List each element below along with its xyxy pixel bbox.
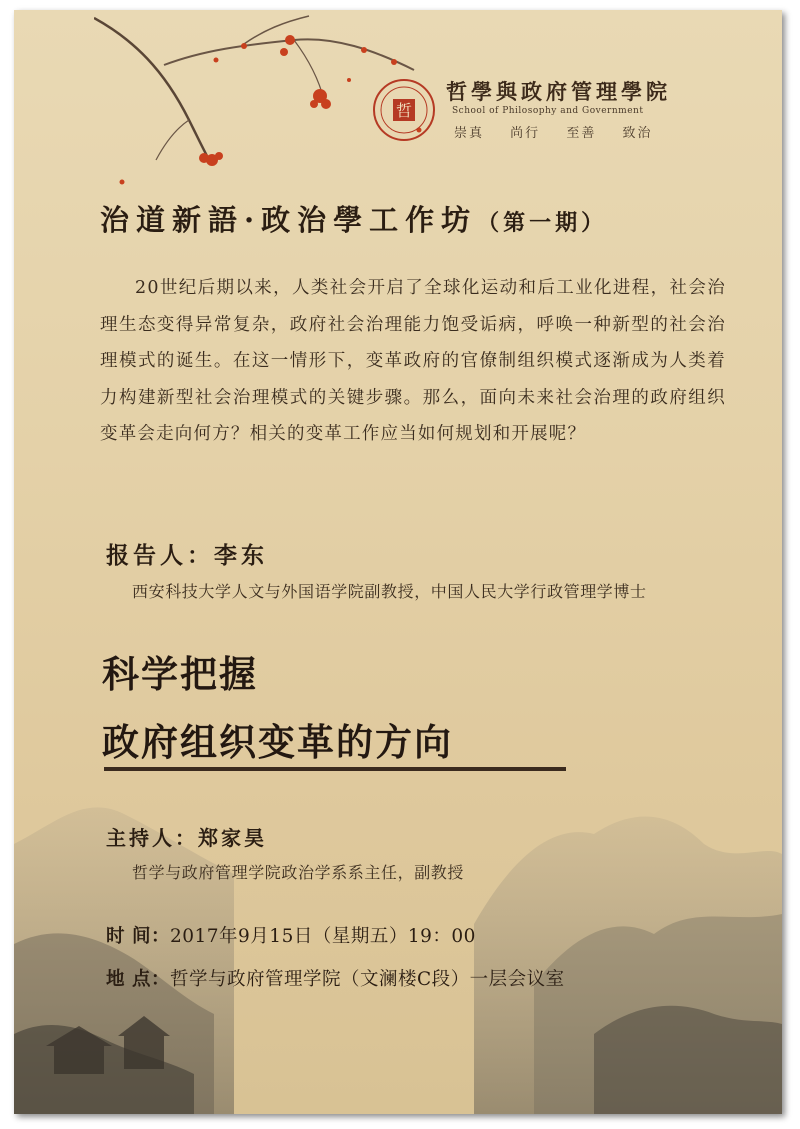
time-label: 时 间： xyxy=(106,926,170,947)
workshop-title-main: 治道新語·政治學工作坊 xyxy=(100,203,478,237)
divider xyxy=(104,767,566,771)
workshop-title xyxy=(100,198,607,239)
topic-line-1: 科学把握 xyxy=(102,653,258,696)
time-value: 2017年9月15日（星期五）19：00 xyxy=(169,926,476,947)
motto-item: 至善 xyxy=(566,126,597,141)
motto-item: 崇真 xyxy=(454,126,485,141)
event-time xyxy=(106,922,476,948)
intro-paragraph: 20世纪后期以来，人类社会开启了全球化运动和后工业化进程，社会治理生态变得异常复杂，政府社会治理能力饱受诟病，呼唤一种新型的社会治理模式的诞生。在这一情形下，变革政府的官僚制组织模式逐渐成为人类着力构建新型社会治理模式的关键步骤。那么，面向未来社会治理的政府组织变革会走向何方？相关的变革工作应当如何规划和开展呢？ xyxy=(100,278,726,444)
motto-item: 尚行 xyxy=(510,126,541,141)
speaker-description: 西安科技大学人文与外国语学院副教授，中国人民大学行政管理学博士 xyxy=(132,582,647,601)
speaker-label: 报告人：李东 xyxy=(106,542,268,569)
motto-item: 致治 xyxy=(622,126,653,141)
place-value: 哲学与政府管理学院（文澜楼C段）一层会议室 xyxy=(169,969,565,990)
place-label: 地 点： xyxy=(106,969,170,990)
workshop-issue: （第一期） xyxy=(477,210,608,236)
poster xyxy=(14,10,782,1114)
host-label: 主持人：郑家昊 xyxy=(106,826,267,850)
school-motto xyxy=(454,122,672,141)
school-seal-icon xyxy=(372,78,436,142)
host-description: 哲学与政府管理学院政治学系系主任，副教授 xyxy=(132,863,465,882)
topic-line-2: 政府组织变革的方向 xyxy=(102,721,453,764)
event-place xyxy=(106,965,565,991)
school-name-english: School of Philosophy and Government xyxy=(452,106,644,116)
svg-text:哲: 哲 xyxy=(395,101,413,120)
school-name: 哲學與政府管理學院 xyxy=(446,79,671,104)
